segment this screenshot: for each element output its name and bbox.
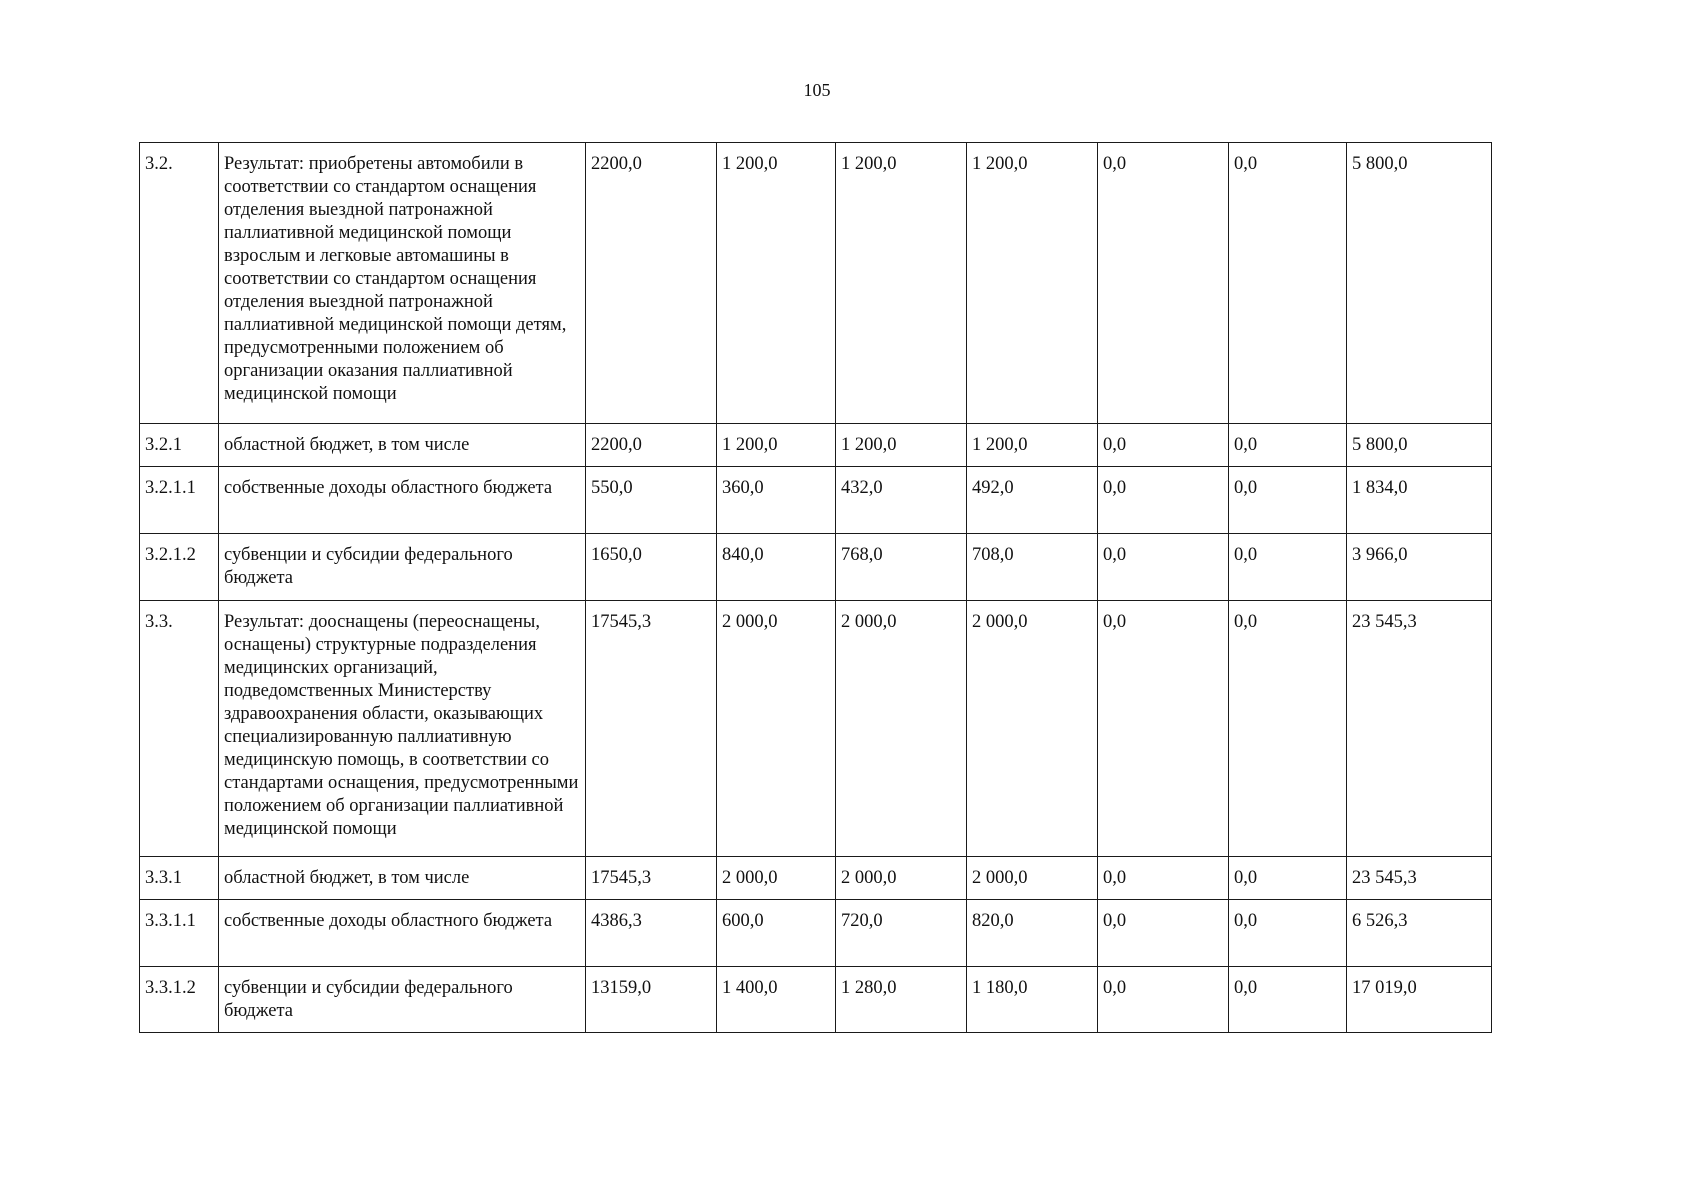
value-cell: 1 200,0 (967, 424, 1098, 467)
value-cell: 708,0 (967, 534, 1098, 601)
value-cell: 1 280,0 (836, 967, 967, 1033)
table-row (140, 857, 1492, 900)
value-cell: 2 000,0 (717, 601, 836, 857)
value-cell: 2200,0 (586, 424, 717, 467)
value-cell: 1 200,0 (836, 424, 967, 467)
value-cell: 820,0 (967, 900, 1098, 967)
value-cell: 720,0 (836, 900, 967, 967)
value-cell: 0,0 (1098, 967, 1229, 1033)
total-cell: 17 019,0 (1347, 967, 1492, 1033)
value-cell: 2 000,0 (717, 857, 836, 900)
value-cell: 1 400,0 (717, 967, 836, 1033)
row-code: 3.2. (140, 143, 219, 424)
total-cell: 5 800,0 (1347, 424, 1492, 467)
value-cell: 492,0 (967, 467, 1098, 534)
table-row (140, 967, 1492, 1033)
value-cell: 2200,0 (586, 143, 717, 424)
value-cell: 0,0 (1098, 143, 1229, 424)
row-description: Результат: приобретены автомобили в соответствии со стандартом оснащения отделения выездной патронажной паллиативной медицинской помощи взрослым и легковые автомашины в соответствии со стандартом оснащения отделения выездной патронажной паллиативной медицинской помощи детям, предусмотренными положением об организации оказания паллиативной медицинской помощи (219, 143, 586, 424)
value-cell: 768,0 (836, 534, 967, 601)
table-row (140, 424, 1492, 467)
value-cell: 840,0 (717, 534, 836, 601)
row-code: 3.3.1 (140, 857, 219, 900)
value-cell: 0,0 (1229, 601, 1347, 857)
value-cell: 2 000,0 (836, 857, 967, 900)
value-cell: 1 200,0 (717, 143, 836, 424)
value-cell: 0,0 (1098, 424, 1229, 467)
budget-table (139, 142, 1492, 1033)
value-cell: 0,0 (1229, 857, 1347, 900)
row-code: 3.3. (140, 601, 219, 857)
value-cell: 2 000,0 (967, 857, 1098, 900)
value-cell: 1 200,0 (717, 424, 836, 467)
value-cell: 432,0 (836, 467, 967, 534)
table-row (140, 601, 1492, 857)
value-cell: 0,0 (1098, 857, 1229, 900)
value-cell: 0,0 (1098, 534, 1229, 601)
value-cell: 13159,0 (586, 967, 717, 1033)
row-code: 3.3.1.1 (140, 900, 219, 967)
value-cell: 550,0 (586, 467, 717, 534)
total-cell: 23 545,3 (1347, 857, 1492, 900)
table-row (140, 143, 1492, 424)
page-number: 105 (803, 80, 831, 100)
value-cell: 0,0 (1229, 424, 1347, 467)
row-description: собственные доходы областного бюджета (219, 467, 586, 534)
value-cell: 4386,3 (586, 900, 717, 967)
row-code: 3.2.1 (140, 424, 219, 467)
value-cell: 0,0 (1229, 900, 1347, 967)
total-cell: 23 545,3 (1347, 601, 1492, 857)
row-code: 3.3.1.2 (140, 967, 219, 1033)
value-cell: 0,0 (1229, 143, 1347, 424)
row-code: 3.2.1.2 (140, 534, 219, 601)
table-row (140, 900, 1492, 967)
value-cell: 0,0 (1229, 534, 1347, 601)
value-cell: 0,0 (1098, 900, 1229, 967)
value-cell: 0,0 (1229, 467, 1347, 534)
row-description: областной бюджет, в том числе (219, 857, 586, 900)
total-cell: 1 834,0 (1347, 467, 1492, 534)
value-cell: 360,0 (717, 467, 836, 534)
total-cell: 5 800,0 (1347, 143, 1492, 424)
row-description: областной бюджет, в том числе (219, 424, 586, 467)
value-cell: 1 200,0 (836, 143, 967, 424)
row-description: собственные доходы областного бюджета (219, 900, 586, 967)
value-cell: 2 000,0 (967, 601, 1098, 857)
value-cell: 1650,0 (586, 534, 717, 601)
value-cell: 1 200,0 (967, 143, 1098, 424)
value-cell: 600,0 (717, 900, 836, 967)
value-cell: 0,0 (1098, 601, 1229, 857)
value-cell: 0,0 (1098, 467, 1229, 534)
row-code: 3.2.1.1 (140, 467, 219, 534)
row-description: субвенции и субсидии федерального бюджета (219, 534, 586, 601)
value-cell: 17545,3 (586, 601, 717, 857)
table-row (140, 534, 1492, 601)
row-description: Результат: дооснащены (переоснащены, оснащены) структурные подразделения медицинских организаций, подведомственных Министерству здравоохранения области, оказывающих специализированную паллиативную медицинскую помощь, в соответствии со стандартами оснащения, предусмотренными положением об организации паллиативной медицинской помощи (219, 601, 586, 857)
total-cell: 3 966,0 (1347, 534, 1492, 601)
value-cell: 1 180,0 (967, 967, 1098, 1033)
value-cell: 17545,3 (586, 857, 717, 900)
table-row (140, 467, 1492, 534)
row-description: субвенции и субсидии федерального бюджета (219, 967, 586, 1033)
total-cell: 6 526,3 (1347, 900, 1492, 967)
value-cell: 2 000,0 (836, 601, 967, 857)
value-cell: 0,0 (1229, 967, 1347, 1033)
